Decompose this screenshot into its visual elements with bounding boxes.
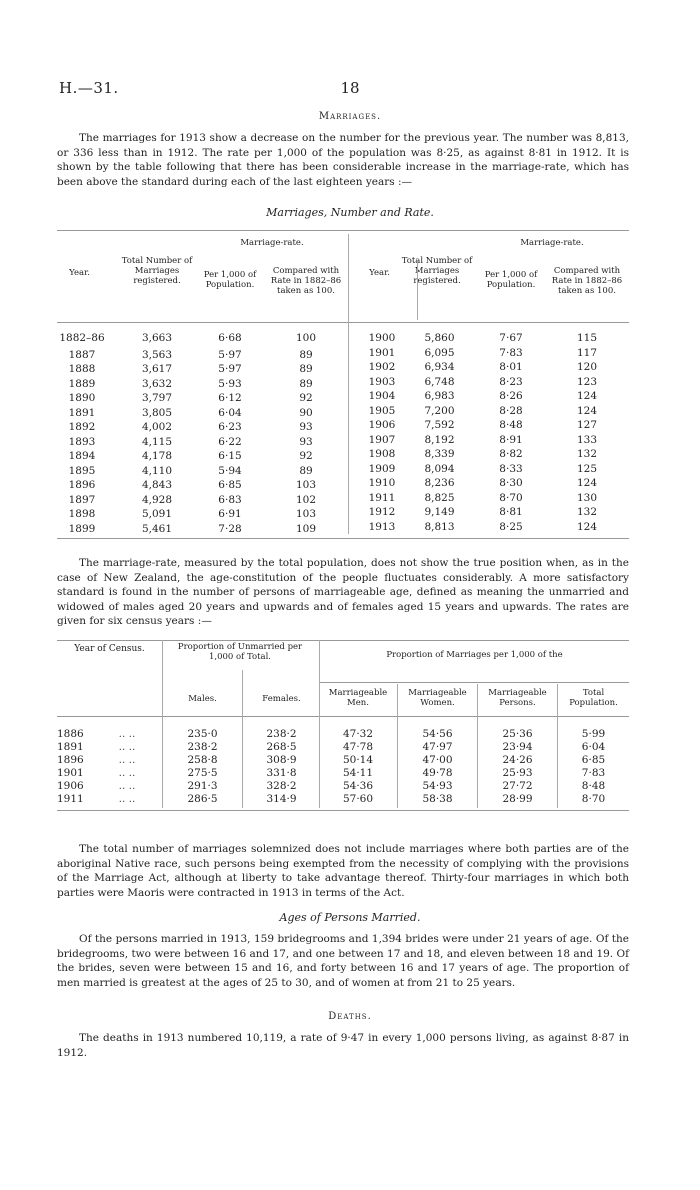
table-cell: 6·15 [218, 450, 242, 462]
table-cell: 1892 [68, 421, 96, 433]
table-cell: 9,149 [424, 506, 455, 518]
table-cell: 1903 [368, 375, 396, 388]
table-cell: 50·14 [342, 754, 374, 766]
table-cell: 89 [299, 363, 313, 375]
col-marriage-rate-left: Marriage-rate. [240, 238, 304, 248]
leader-dots: .. .. [118, 741, 136, 753]
native-paragraph: The total number of marriages solemnized does not include marriages where both parties are of the aboriginal Native race, such persons being exempted from the necessity of complying with the provisions of the Marriage Act, although at liberty to take advantage thereof. Thirty-four marriages in which both parties were Maoris were contracted in 1913 in terms of the Act. [57, 843, 629, 899]
table-cell: 6·83 [218, 493, 242, 506]
table-cell: 1886 [57, 728, 84, 740]
table-cell: 57·60 [342, 793, 374, 805]
table-cell: 133 [576, 433, 598, 446]
table-cell: 3,797 [141, 392, 173, 404]
table-cell: 5·97 [218, 363, 242, 375]
leader-dots: .. .. [118, 780, 136, 792]
table-cell: 117 [576, 346, 598, 359]
table-cell: 8,192 [424, 433, 455, 446]
deaths-paragraph: The deaths in 1913 numbered 10,119, a rate of 9·47 in every 1,000 persons living, as against 8·87 in 1912. [57, 1032, 629, 1059]
col-males: Males. [188, 694, 217, 704]
table-cell: 308·9 [266, 754, 297, 766]
table-cell: 1899 [68, 522, 96, 535]
table-cell: 54·56 [422, 728, 453, 740]
table-cell: 8,813 [424, 520, 455, 533]
col-year-right: Year. [369, 268, 390, 278]
table-cell: 92 [299, 392, 313, 404]
table-cell: 6·85 [581, 754, 606, 766]
table-cell: 8·28 [499, 404, 523, 417]
table-cell: 1896 [57, 754, 84, 766]
table-cell: 4,110 [141, 464, 173, 477]
col-total-left: Total Number of Marriages registered. [121, 256, 193, 286]
table-cell: 331·8 [266, 767, 297, 779]
table-cell: 8·23 [499, 375, 523, 388]
table-cell: 3,563 [141, 348, 173, 361]
table-cell: 8·70 [499, 491, 523, 504]
table-cell: 7·67 [499, 332, 523, 344]
table-cell: 6·85 [218, 479, 242, 491]
table-cell: 1906 [57, 780, 84, 792]
col-persons: Marriageable Persons. [488, 688, 547, 708]
table-cell: 25·36 [502, 728, 533, 740]
table-cell: 130 [576, 491, 598, 504]
leader-dots: .. .. [118, 793, 136, 805]
table-cell: 24·26 [502, 754, 533, 766]
table-cell: 235·0 [187, 728, 218, 740]
report-reference: H.—31. [59, 79, 119, 97]
table-cell: 1911 [368, 491, 396, 504]
table-cell: 1890 [68, 392, 96, 404]
marriages-intro: The marriages for 1913 show a decrease on the number for the previous year. The number was 8,813, or 336 less than in 1912. The rate per 1,000 of the population was 8·25, as against 8·81 in 1912. It is shown by the table following that there has been considerable increase in the marriage-rate, which has been above the standard during each of the last eighteen years :— [57, 132, 629, 188]
table-cell: 8·33 [499, 462, 523, 475]
marriages-heading: Marriages. [318, 111, 382, 122]
table-cell: 5·99 [581, 728, 606, 740]
table-cell: 4,178 [141, 450, 173, 462]
table-cell: 8·25 [499, 520, 523, 533]
table-cell: 58·38 [422, 793, 453, 805]
table-cell: 314·9 [266, 793, 297, 805]
table-cell: 6,095 [424, 346, 455, 359]
table-cell: 1893 [68, 435, 96, 448]
table-cell: 1901 [368, 346, 396, 359]
table-cell: 1888 [68, 363, 96, 375]
table-cell: 1907 [368, 433, 396, 446]
table-cell: 1902 [368, 361, 396, 373]
table-cell: 93 [299, 435, 313, 448]
table-cell: 7·83 [499, 346, 523, 359]
table-cell: 1894 [68, 450, 96, 462]
table-cell: 120 [576, 361, 598, 373]
col-women: Marriageable Women. [408, 688, 467, 708]
table-cell: 1891 [68, 406, 96, 419]
table-cell: 5,091 [141, 508, 173, 520]
col-marriage-rate-right: Marriage-rate. [520, 238, 584, 248]
table-cell: 103 [295, 479, 317, 491]
census-table [57, 640, 629, 812]
table-cell: 1913 [368, 520, 396, 533]
col-females: Females. [262, 694, 301, 704]
table-cell: 6,934 [424, 361, 455, 373]
table-cell: 7·83 [581, 767, 606, 779]
table-cell: 8·01 [499, 361, 523, 373]
table-cell: 109 [295, 522, 317, 535]
table-cell: 47·32 [342, 728, 374, 740]
table-cell: 5·93 [218, 377, 242, 390]
table-cell: 1891 [57, 741, 84, 753]
table-cell: 54·36 [342, 780, 374, 792]
col-compared-right: Compared with Rate in 1882–86 taken as 100. [551, 266, 623, 296]
table-cell: 7,592 [424, 419, 455, 431]
table-cell: 286·5 [187, 793, 218, 805]
table-cell: 5·97 [218, 348, 242, 361]
table-cell: 6·12 [218, 392, 242, 404]
table-cell: 47·78 [342, 741, 374, 753]
table-cell: 1898 [68, 508, 96, 520]
col-year-left: Year. [69, 268, 90, 278]
table-cell: 5,860 [424, 332, 455, 344]
table-cell: 275·5 [187, 767, 218, 779]
table-cell: 47·97 [422, 741, 453, 753]
col-total-pop: Total Population. [569, 688, 618, 708]
table-cell: 1908 [368, 448, 396, 460]
col-per-1000-right: Per 1,000 of Population. [484, 270, 538, 290]
table-cell: 93 [299, 421, 313, 433]
table-cell: 1882–86 [59, 332, 105, 344]
table-cell: 6,748 [424, 375, 455, 388]
table-cell: 3,805 [141, 406, 173, 419]
table-cell: 1911 [57, 793, 84, 805]
table-cell: 89 [299, 464, 313, 477]
table-cell: 23·94 [502, 741, 533, 753]
table-cell: 8·81 [499, 506, 523, 518]
table-cell: 3,663 [141, 332, 173, 344]
table-cell: 4,115 [141, 435, 173, 448]
table-cell: 8·48 [499, 419, 523, 431]
table-cell: 124 [576, 390, 598, 402]
col-total-right: Total Number of Marriages registered. [401, 256, 473, 286]
leader-dots: .. .. [118, 767, 136, 779]
deaths-heading: Deaths. [328, 1011, 372, 1022]
ages-heading: Ages of Persons Married. [279, 911, 421, 924]
table-cell: 1912 [368, 506, 396, 518]
col-unmarried: Proportion of Unmarried per 1,000 of Total. [177, 642, 303, 662]
table-cell: 268·5 [266, 741, 297, 753]
table-cell: 4,928 [141, 493, 173, 506]
table-cell: 90 [299, 406, 313, 419]
table-cell: 4,002 [141, 421, 173, 433]
table-cell: 28·99 [502, 793, 533, 805]
table-cell: 1896 [68, 479, 96, 491]
table-cell: 123 [576, 375, 598, 388]
table-cell: 8·91 [499, 433, 523, 446]
table-cell: 8·70 [581, 793, 606, 805]
table-cell: 6,983 [424, 390, 455, 402]
table-cell: 6·22 [218, 435, 242, 448]
table-cell: 124 [576, 520, 598, 533]
table-cell: 27·72 [502, 780, 533, 792]
table-cell: 103 [295, 508, 317, 520]
table-cell: 54·11 [342, 767, 374, 779]
table-cell: 1889 [68, 377, 96, 390]
table-cell: 7,200 [424, 404, 455, 417]
table-cell: 8·30 [499, 477, 523, 489]
table-cell: 8,094 [424, 462, 455, 475]
table-cell: 1900 [368, 332, 396, 344]
table-cell: 124 [576, 477, 598, 489]
table-cell: 115 [576, 332, 598, 344]
table-cell: 238·2 [266, 728, 297, 740]
leader-dots: .. .. [118, 754, 136, 766]
table-cell: 5,461 [141, 522, 173, 535]
table-cell: 3,632 [141, 377, 173, 390]
table-cell: 89 [299, 377, 313, 390]
table-cell: 102 [295, 493, 317, 506]
table-cell: 1901 [57, 767, 84, 779]
table-cell: 8,339 [424, 448, 455, 460]
col-proportion: Proportion of Marriages per 1,000 of the [386, 650, 563, 660]
table-cell: 92 [299, 450, 313, 462]
rate-paragraph: The marriage-rate, measured by the total population, does not show the true position when, as in the case of New Zealand, the age-constitution of the people fluctuates considerably. A more satisfactory standard is found in the number of persons of marriageable age, defined as meaning the unmarried and widowed of males aged 20 years and upwards and of females aged 15 years and upwards. The rates are given for six census years :— [57, 557, 629, 627]
table-cell: 124 [576, 404, 598, 417]
table-cell: 1905 [368, 404, 396, 417]
table-cell: 328·2 [266, 780, 297, 792]
table-cell: 8,236 [424, 477, 455, 489]
page-number: 18 [340, 79, 360, 97]
table-cell: 54·93 [422, 780, 453, 792]
table-cell: 6·91 [218, 508, 242, 520]
col-census-year: Year of Census. [74, 644, 145, 654]
table-cell: 291·3 [187, 780, 218, 792]
marriages-table-caption: Marriages, Number and Rate. [266, 206, 434, 219]
table-cell: 5·94 [218, 464, 242, 477]
table-cell: 8·82 [499, 448, 523, 460]
table-cell: 132 [576, 448, 598, 460]
table-cell: 258·8 [187, 754, 218, 766]
table-cell: 238·2 [187, 741, 218, 753]
table-cell: 1909 [368, 462, 396, 475]
table-cell: 127 [576, 419, 598, 431]
table-cell: 1895 [68, 464, 96, 477]
table-cell: 4,843 [141, 479, 173, 491]
col-men: Marriageable Men. [328, 688, 388, 708]
table-cell: 1910 [368, 477, 396, 489]
table-cell: 1904 [368, 390, 396, 402]
table-cell: 6·23 [218, 421, 242, 433]
table-cell: 1906 [368, 419, 396, 431]
table-cell: 125 [576, 462, 598, 475]
table-cell: 47·00 [422, 754, 453, 766]
table-cell: 8·26 [499, 390, 523, 402]
col-compared-left: Compared with Rate in 1882–86 taken as 100. [270, 266, 342, 296]
table-cell: 132 [576, 506, 598, 518]
leader-dots: .. .. [118, 728, 136, 740]
table-cell: 8,825 [424, 491, 455, 504]
table-cell: 100 [295, 332, 317, 344]
table-cell: 6·04 [581, 741, 606, 753]
table-cell: 1887 [68, 348, 96, 361]
table-cell: 89 [299, 348, 313, 361]
ages-paragraph: Of the persons married in 1913, 159 bridegrooms and 1,394 brides were under 21 years of age. Of the bridegrooms, two were between 16 and 17, and one between 17 and 18, and eleven between 18 and 19. Of the brides, seven were between 15 and 16, and forty between 16 and 17 years of age. The proportion of men married is greatest at the ages of 25 to 30, and of women at from 21 to 25 years. [57, 933, 629, 989]
table-cell: 6·04 [218, 406, 242, 419]
marriages-table [57, 230, 629, 540]
table-cell: 1897 [68, 493, 96, 506]
col-per-1000-left: Per 1,000 of Population. [203, 270, 257, 290]
table-cell: 49·78 [422, 767, 453, 779]
table-cell: 25·93 [502, 767, 533, 779]
table-cell: 3,617 [141, 363, 173, 375]
table-cell: 8·48 [581, 780, 606, 792]
table-cell: 7·28 [218, 522, 242, 535]
table-cell: 6·68 [218, 332, 242, 344]
